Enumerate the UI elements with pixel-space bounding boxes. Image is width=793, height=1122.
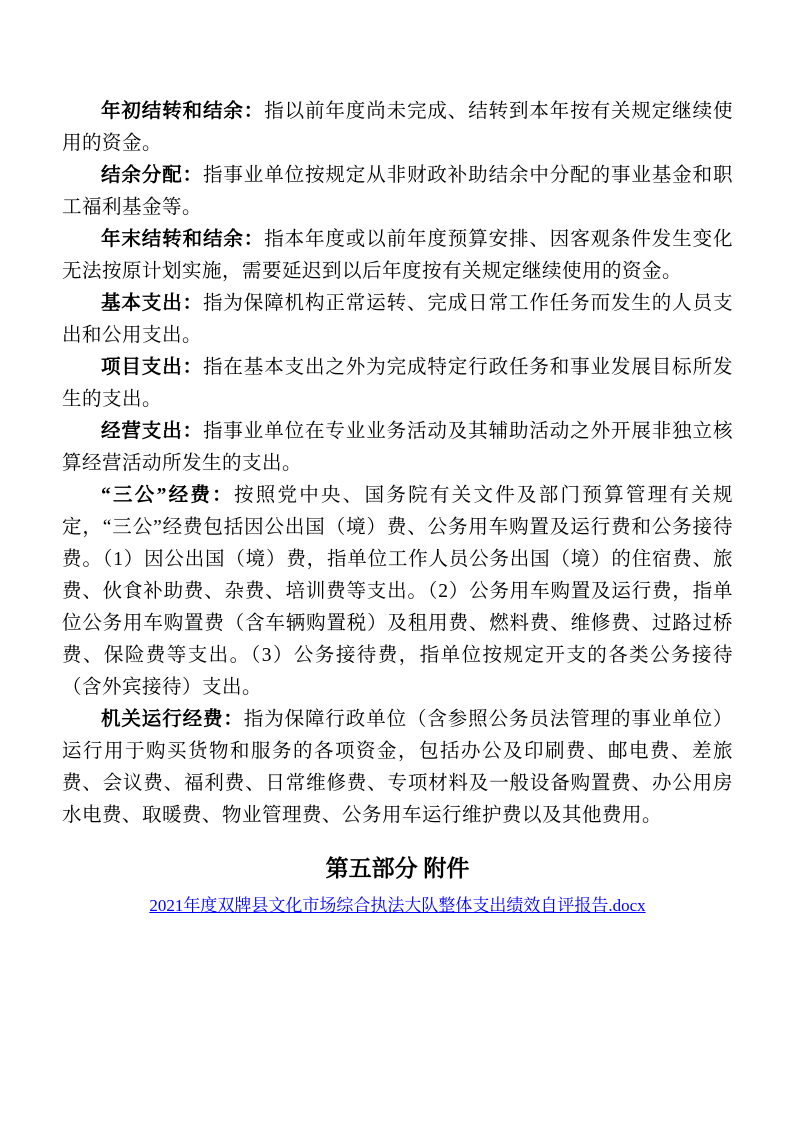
term-label: 基本支出： [101, 293, 203, 314]
term-label: 机关运行经费： [101, 709, 244, 730]
paragraph-carryover-end [62, 224, 733, 288]
term-label: 结余分配： [101, 165, 203, 186]
section-heading: 第五部分 附件 [325, 856, 470, 881]
paragraph-carryover-begin [62, 96, 733, 160]
term-label: 经营支出： [101, 421, 203, 442]
paragraph-body: 指为保障行政单位（含参照公务员法管理的事业单位）运行用于购买货物和服务的各项资金，包括办公及印刷费、邮电费、差旅费、会议费、福利费、日常维修费、专项材料及一般设备购置费、办公用房水电费、取暖费、物业管理费、公务用车运行维护费以及其他费用。 [62, 709, 733, 826]
paragraph-body: 指事业单位在专业业务活动及其辅助活动之外开展非独立核算经营活动所发生的支出。 [62, 421, 733, 474]
definitions-section [62, 96, 733, 832]
term-label: 年初结转和结余： [101, 101, 265, 122]
paragraph-body: 指本年度或以前年度预算安排、因客观条件发生变化无法按原计划实施，需要延迟到以后年度按有关规定继续使用的资金。 [62, 229, 733, 282]
attachment-link[interactable]: 2021年度双牌县文化市场综合执法大队整体支出绩效自评报告.docx [149, 896, 646, 915]
paragraph-body: 指为保障机构正常运转、完成日常工作任务而发生的人员支出和公用支出。 [62, 293, 733, 346]
paragraph-three-public-funds [62, 480, 733, 704]
paragraph-operating-expenditure [62, 416, 733, 480]
attachment-line [62, 892, 733, 920]
paragraph-body: 指在基本支出之外为完成特定行政任务和事业发展目标所发生的支出。 [62, 357, 733, 410]
paragraph-body: 指以前年度尚未完成、结转到本年按有关规定继续使用的资金。 [62, 101, 733, 154]
term-label: 年末结转和结余： [101, 229, 265, 250]
term-label: “三公”经费： [101, 485, 234, 506]
paragraph-basic-expenditure [62, 288, 733, 352]
term-label: 项目支出： [101, 357, 203, 378]
paragraph-body: 按照党中央、国务院有关文件及部门预算管理有关规定，“三公”经费包括因公出国（境）费、公务用车购置及运行费和公务接待费。（1）因公出国（境）费，指单位工作人员公务出国（境）的住宿费、旅费、伙食补助费、杂费、培训费等支出。（2）公务用车购置及运行费，指单位公务用车购置费（含车辆购置税）及租用费、燃料费、维修费、过路过桥费、保险费等支出。（3）公务接待费，指单位按规定开支的各类公务接待（含外宾接待）支出。 [62, 485, 733, 698]
paragraph-surplus-distribution [62, 160, 733, 224]
paragraph-project-expenditure [62, 352, 733, 416]
paragraph-agency-operating-funds [62, 704, 733, 832]
paragraph-body: 指事业单位按规定从非财政补助结余中分配的事业基金和职工福利基金等。 [62, 165, 733, 218]
